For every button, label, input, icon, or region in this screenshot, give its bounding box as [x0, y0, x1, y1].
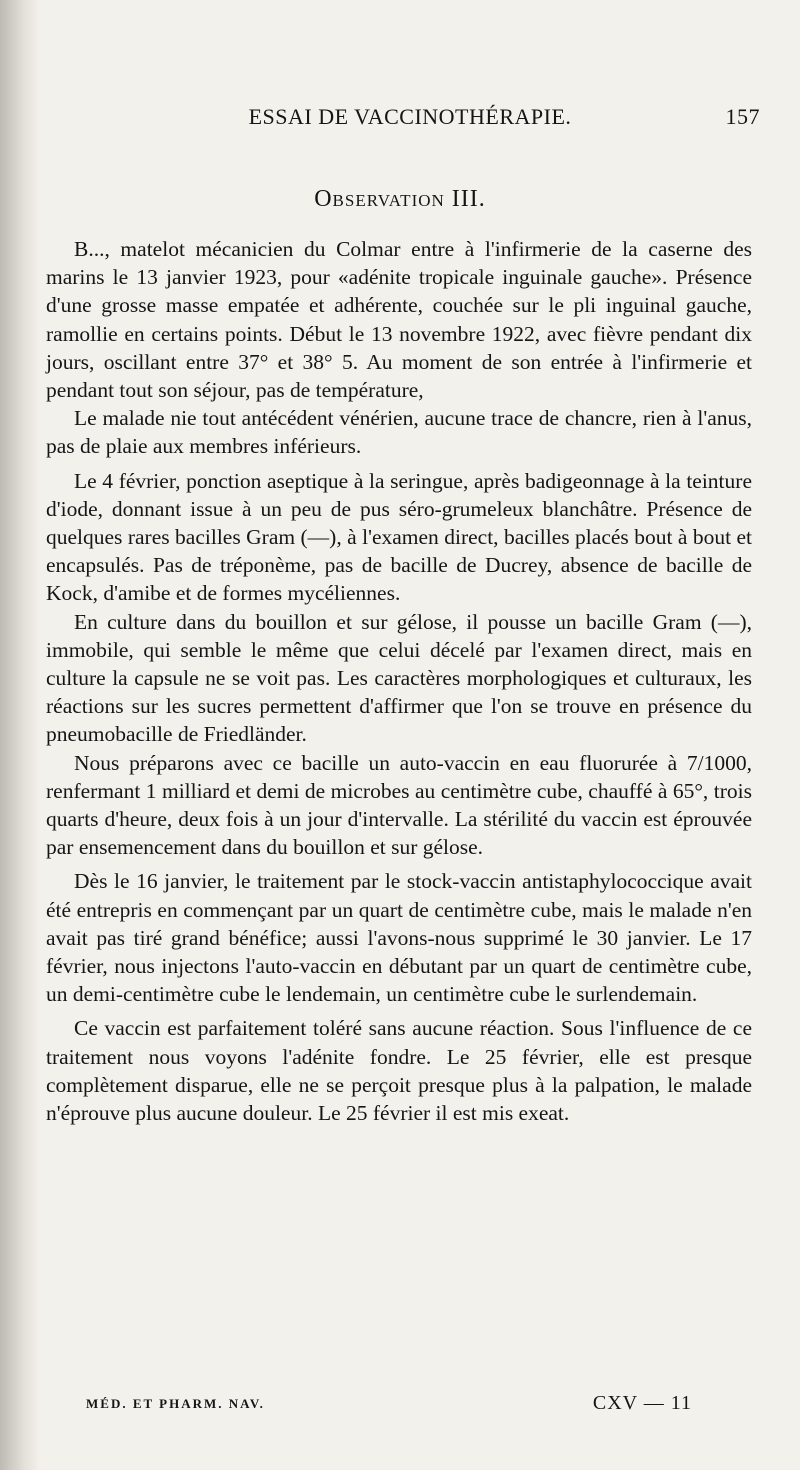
running-header: [60, 104, 760, 138]
paragraph-5: Nous préparons avec ce bacille un auto-vaccin en eau fluorurée à 7/1000, renfermant 1 milliard et demi de microbes au centimètre cube, chauffé à 65°, trois quarts d'heure, deux fois à un jour d'intervalle. La stérilité du vaccin est éprouvée par ensemencement dans du bouillon et sur gélose.: [46, 750, 752, 860]
running-title: ESSAI DE VACCINOTHÉRAPIE.: [248, 104, 572, 129]
page-edge-shadow: [0, 0, 40, 1470]
paragraph-6: Dès le 16 janvier, le traitement par le stock-vaccin antistaphylococcique avait été entrepris en commençant par un quart de centimètre cube, mais le malade n'en avait pas tiré grand bénéfice; aussi l'avons-nous supprimé le 30 janvier. Le 17 février, nous injectons l'auto-vaccin en débutant par un quart de centimètre cube, un demi-centimètre cube le lendemain, un centimètre cube le surlendemain.: [46, 869, 752, 1007]
footer-sheet-mark: CXV — 11: [592, 1392, 692, 1414]
paragraph-1: B..., matelot mécanicien du Colmar entre à l'infirmerie de la caserne des marins le 13 janvier 1923, pour «adénite tropicale inguinale gauche». Présence d'une grosse masse empatée et adhérente, couchée sur le pli inguinal gauche, ramollie en certains points. Début le 13 novembre 1922, avec fièvre pendant dix jours, oscillant entre 37° et 38° 5. Au moment de son entrée à l'infirmerie et pendant tout son séjour, pas de température,: [46, 237, 752, 403]
footer-signature: MÉD. ET PHARM. NAV.: [86, 1396, 265, 1411]
body-text: [46, 235, 752, 1127]
page-number: 157: [725, 104, 760, 129]
paragraph-4: En culture dans du bouillon et sur gélose, il pousse un bacille Gram (—), immobile, qui semble le même que celui décelé par l'examen direct, mais en culture la capsule ne se voit pas. Les caractères morphologiques et culturaux, les réactions sur les sucres permettent d'affirmer que l'on se trouve en présence du pneumobacille de Friedländer.: [46, 609, 752, 747]
paragraph-2: Le malade nie tout antécédent vénérien, aucune trace de chancre, rien à l'anus, pas de plaie aux membres inférieurs.: [46, 406, 752, 459]
paragraph-3: Le 4 février, ponction aseptique à la seringue, après badigeonnage à la teinture d'iode, donnant issue à un peu de pus séro-grumeleux blanchâtre. Présence de quelques rares bacilles Gram (—), à l'examen direct, bacilles placés bout à bout et encapsulés. Pas de tréponème, pas de bacille de Ducrey, absence de bacille de Kock, d'amibe et de formes mycéliennes.: [46, 468, 752, 606]
page-footer: [86, 1392, 692, 1422]
paragraph-7: Ce vaccin est parfaitement toléré sans aucune réaction. Sous l'influence de ce traitement nous voyons l'adénite fondre. Le 25 février, elle est presque complètement disparue, elle ne se perçoit presque plus à la palpation, le malade n'éprouve plus aucune douleur. Le 25 février il est mis exeat.: [46, 1016, 752, 1126]
section-title: Observation III.: [314, 186, 486, 212]
